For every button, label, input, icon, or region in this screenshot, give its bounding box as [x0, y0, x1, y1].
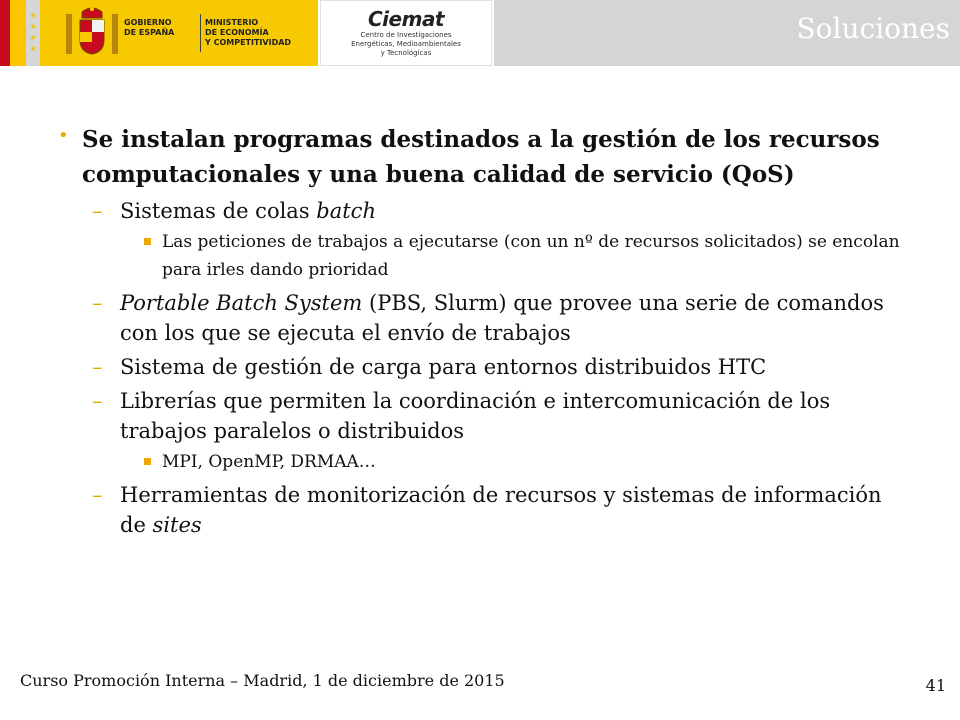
page-number: 41 — [925, 676, 946, 695]
sub-item-text: Las peticiones de trabajos a ejecutarse (con un nº de recursos solicitados) se encolan para irles dando prioridad — [162, 232, 900, 280]
flag-yellow-band — [10, 0, 26, 66]
government-logo-panel — [40, 0, 318, 66]
item-text: Librerías que permiten la coordinación e intercomunicación de los trabajos paralelos o distribuidos — [120, 389, 831, 443]
dash-bullet-icon: – — [92, 199, 103, 223]
list-item — [58, 480, 908, 540]
item-text: (PBS, Slurm) que provee una serie de comandos con los que se ejecuta el envío de trabajos — [120, 291, 884, 345]
title-panel — [494, 0, 960, 66]
item-emphasis: Portable Batch System — [120, 291, 363, 315]
item-emphasis: sites — [152, 513, 202, 537]
dash-bullet-icon: – — [92, 355, 103, 379]
list-item — [58, 352, 908, 382]
item-emphasis: batch — [316, 199, 376, 223]
main-bullet-text: Se instalan programas destinados a la gestión de los recursos computacionales y una buena calidad de servicio (QoS) — [82, 126, 880, 188]
list-item — [58, 386, 908, 446]
sub-item-text: MPI, OpenMP, DRMAA… — [162, 452, 376, 472]
dash-bullet-icon: – — [92, 483, 103, 507]
logo-divider — [200, 14, 201, 52]
coat-of-arms-icon — [60, 6, 124, 60]
ciemat-subtitle: Centro de Investigaciones Energéticas, Medioambientales y Tecnológicas — [351, 31, 461, 57]
flag-strip — [0, 0, 40, 66]
ministerio-text: MINISTERIO DE ECONOMÍA Y COMPETITIVIDAD — [205, 18, 292, 47]
main-bullet — [58, 122, 908, 192]
slide-title: Soluciones — [796, 12, 950, 45]
header-bar — [0, 0, 960, 66]
slide-content — [58, 122, 908, 540]
list-item — [58, 288, 908, 348]
ciemat-logo-panel — [320, 0, 492, 66]
sub-list-item — [58, 448, 908, 476]
eu-stars-icon: ★ ★ ★ ★ — [29, 11, 37, 53]
gobierno-text: GOBIERNO DE ESPAÑA — [124, 18, 175, 37]
square-bullet-icon — [144, 458, 151, 465]
sub-list-item — [58, 228, 908, 284]
item-text: Sistema de gestión de carga para entornos distribuidos HTC — [120, 355, 767, 379]
ciemat-logo: Ciemat — [368, 7, 444, 31]
bullet-dot-icon: • — [58, 125, 69, 146]
list-item — [58, 196, 908, 226]
dash-bullet-icon: – — [92, 389, 103, 413]
flag-red-band — [0, 0, 10, 66]
item-text: Sistemas de colas — [120, 199, 317, 223]
dash-bullet-icon: – — [92, 291, 103, 315]
footer-text: Curso Promoción Interna – Madrid, 1 de diciembre de 2015 — [20, 671, 505, 690]
square-bullet-icon — [144, 238, 151, 245]
item-text: Herramientas de monitorización de recursos y sistemas de información de — [120, 483, 882, 537]
